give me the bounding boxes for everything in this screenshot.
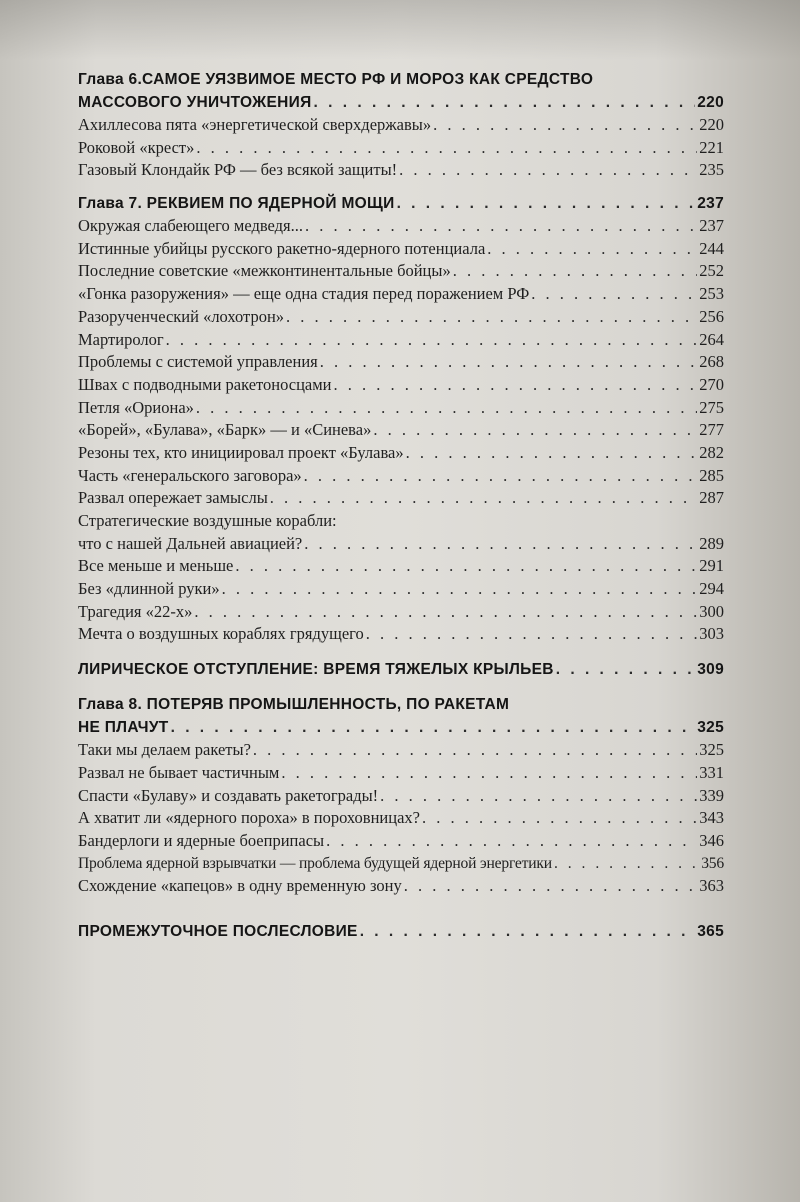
- afterword-title: ПРОМЕЖУТОЧНОЕ ПОСЛЕСЛОВИЕ . . . 365: [78, 920, 724, 943]
- toc-entry: Петля «Ориона» . . . 275: [78, 397, 724, 420]
- toc-entry: Без «длинной руки» . . . 294: [78, 578, 724, 601]
- page-shadow: [0, 0, 800, 60]
- toc-entry: Проблемы с системой управления . . . 268: [78, 351, 724, 374]
- toc-entry: Последние советские «межконтинентальные бойцы» . . . 252: [78, 260, 724, 283]
- toc-entry: что с нашей Дальней авиацией? . . . 289: [78, 533, 724, 556]
- toc-entry: Спасти «Булаву» и создавать ракетограды! . . . 339: [78, 785, 724, 808]
- toc-entry: Все меньше и меньше . . . 291: [78, 555, 724, 578]
- table-of-contents: [78, 68, 724, 943]
- toc-entry: Роковой «крест» . . . 221: [78, 137, 724, 160]
- toc-entry: Проблема ядерной взрывчатки — проблема будущей ядерной энергетики . . . 356: [78, 853, 724, 876]
- toc-entry: Бандерлоги и ядерные боеприпасы . . . 346: [78, 830, 724, 853]
- toc-entry: Истинные убийцы русского ракетно-ядерного потенциала . . . 244: [78, 238, 724, 261]
- toc-entry: Ахиллесова пята «энергетической сверхдержавы» . . . 220: [78, 114, 724, 137]
- toc-entry: Разорученческий «лохотрон» . . . 256: [78, 306, 724, 329]
- toc-entry: «Гонка разоружения» — еще одна стадия перед поражением РФ . . . 253: [78, 283, 724, 306]
- toc-entry: Швах с подводными ракетоносцами . . . 270: [78, 374, 724, 397]
- toc-entry: Часть «генеральского заговора» . . . 285: [78, 465, 724, 488]
- chapter-8-title: Глава 8. ПОТЕРЯВ ПРОМЫШЛЕННОСТЬ, ПО РАКЕТАМ: [78, 696, 510, 714]
- lyrical-digression-title: ЛИРИЧЕСКОЕ ОТСТУПЛЕНИЕ: ВРЕМЯ ТЯЖЕЛЫХ КРЫЛЬЕВ . . . 309: [78, 658, 724, 681]
- toc-entry: Газовый Клондайк РФ — без всякой защиты! . . . 235: [78, 159, 724, 182]
- toc-entry: А хватит ли «ядерного пороха» в пороховницах? . . . 343: [78, 807, 724, 830]
- chapter-7-title: Глава 7. РЕКВИЕМ ПО ЯДЕРНОЙ МОЩИ . . . 237: [78, 192, 724, 215]
- chapter-6-title-cont: МАССОВОГО УНИЧТОЖЕНИЯ . . . 220: [78, 91, 724, 114]
- toc-entry-line1: Стратегические воздушные корабли:: [78, 511, 337, 530]
- toc-entry: Развал опережает замыслы . . . 287: [78, 487, 724, 510]
- toc-entry: Мартиролог . . . 264: [78, 329, 724, 352]
- toc-entry: Резоны тех, кто инициировал проект «Булава» . . . 282: [78, 442, 724, 465]
- toc-entry: Таки мы делаем ракеты? . . . 325: [78, 739, 724, 762]
- toc-entry: Развал не бывает частичным . . . 331: [78, 762, 724, 785]
- chapter-8-title-cont: НЕ ПЛАЧУТ . . . 325: [78, 716, 724, 739]
- page-number: 220: [697, 94, 724, 111]
- toc-entry: Окружая слабеющего медведя... . . . 237: [78, 215, 724, 238]
- toc-entry: «Борей», «Булава», «Барк» — и «Синева» . . . 277: [78, 419, 724, 442]
- toc-entry: Мечта о воздушных кораблях грядущего . . . 303: [78, 623, 724, 646]
- chapter-6-title: Глава 6.САМОЕ УЯЗВИМОЕ МЕСТО РФ И МОРОЗ КАК СРЕДСТВО: [78, 71, 594, 88]
- toc-entry: Схождение «капецов» в одну временную зону . . . 363: [78, 875, 724, 898]
- toc-entry: Трагедия «22-х» . . . 300: [78, 601, 724, 624]
